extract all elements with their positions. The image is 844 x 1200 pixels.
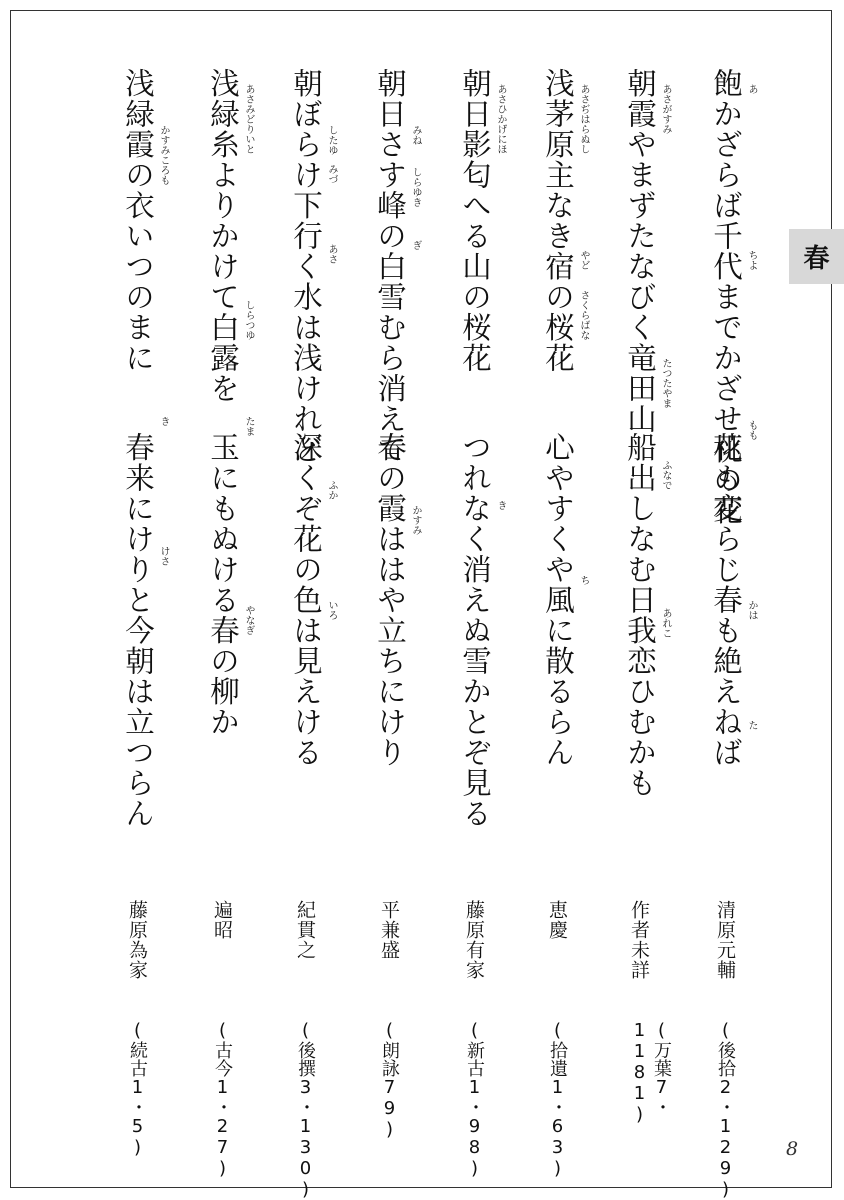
poem-upper-line: 飽かざらば千代までかざせ桃の花	[709, 68, 743, 526]
ruby-reading: いろ	[326, 600, 337, 620]
ruby-reading: ふか	[326, 480, 337, 500]
poem-lower-line: 春の霞ははや立ちにけり	[373, 432, 407, 768]
poem-author: 紀貫之	[294, 900, 316, 960]
poem-author: 遍昭	[211, 900, 233, 940]
poem-source: (拾遺1・63)	[547, 1020, 568, 1179]
ruby-reading: ちよ	[746, 250, 757, 270]
ruby-reading: あさひかげにほ	[495, 84, 506, 154]
poem-author: 清原元輔	[714, 900, 736, 980]
poem-source: (新古1・98)	[464, 1020, 485, 1179]
ruby-reading: き	[495, 500, 506, 510]
ruby-reading: しらつゆ	[243, 300, 254, 340]
ruby-reading: しらゆき	[410, 167, 421, 207]
ruby-reading: やど	[578, 250, 589, 270]
ruby-reading: ち	[578, 575, 589, 585]
poem-lower-line: 春来にけりと今朝は立つらん	[121, 432, 155, 829]
poem-upper-line: 浅茅原主なき宿の桜花	[541, 68, 575, 373]
ruby-reading: ふなで	[660, 460, 671, 490]
poem-upper-line: 朝日影匂へる山の桜花	[458, 68, 492, 373]
poem-lower-line: 船出しなむ日我恋ひむかも	[623, 432, 657, 798]
ruby-reading: したゆ	[326, 125, 337, 155]
ruby-reading: かは	[746, 600, 757, 620]
ruby-reading: あさみどりいと	[243, 84, 254, 154]
poem-lower-line: 玉にもぬける春の柳か	[206, 432, 240, 737]
poem-source: (後撰3・130)	[295, 1020, 316, 1200]
poem-lower-line: つれなく消えぬ雪かとぞ見る	[458, 432, 492, 829]
ruby-reading: かすみころも	[158, 125, 169, 185]
poem-author: 平兼盛	[378, 900, 400, 960]
poem-upper-line: 朝ぼらけ下行く水は浅けれど	[289, 68, 323, 465]
ruby-reading: あれこ	[660, 608, 671, 638]
ruby-reading: けさ	[158, 546, 169, 566]
page-number: 8	[786, 1138, 799, 1160]
poem-lower-line: 心やすくや風に散るらん	[541, 432, 575, 768]
ruby-reading: さくらばな	[578, 290, 589, 340]
ruby-reading: やなぎ	[243, 605, 254, 635]
poem-source: (古今1・27)	[212, 1020, 233, 1179]
poem-source: (後拾2・129)	[715, 1020, 736, 1200]
ruby-reading: たま	[243, 416, 254, 436]
ruby-reading: た	[746, 720, 757, 730]
ruby-reading: みづ	[326, 164, 337, 184]
poem-author: 藤原有家	[463, 900, 485, 980]
poem-source: (続古1・5)	[127, 1020, 148, 1158]
ruby-reading: ぎ	[410, 240, 421, 250]
poem-lower-line: 花も変らじ春も絶えねば	[709, 432, 743, 768]
poem-upper-line: 浅緑霞の衣いつのまに	[121, 68, 155, 373]
poem-source: (朗詠79)	[379, 1020, 400, 1140]
ruby-reading: たつたやま	[660, 358, 671, 408]
poem-upper-line: 朝霞やまずたなびく竜田山	[623, 68, 657, 434]
poem-lower-line: 深くぞ花の色は見えける	[289, 432, 323, 768]
ruby-reading: き	[158, 416, 169, 426]
ruby-reading: あさぢはらぬし	[578, 84, 589, 154]
poem-source: (万葉7・1181)	[629, 1020, 672, 1125]
ruby-reading: あさ	[326, 244, 337, 264]
ruby-reading: あさがすみ	[660, 84, 671, 134]
ruby-reading: みね	[410, 125, 421, 145]
section-tab-spring: 春	[789, 229, 844, 284]
poem-upper-line: 朝日さす峰の白雪むら消えて	[373, 68, 407, 465]
ruby-reading: かすみ	[410, 505, 421, 535]
poem-author: 恵慶	[546, 900, 568, 940]
ruby-reading: あ	[746, 84, 757, 94]
poem-upper-line: 浅緑糸よりかけて白露を	[206, 68, 240, 404]
poem-author: 藤原為家	[126, 900, 148, 980]
ruby-reading: もも	[746, 420, 757, 440]
poem-author: 作者未詳	[628, 900, 650, 980]
